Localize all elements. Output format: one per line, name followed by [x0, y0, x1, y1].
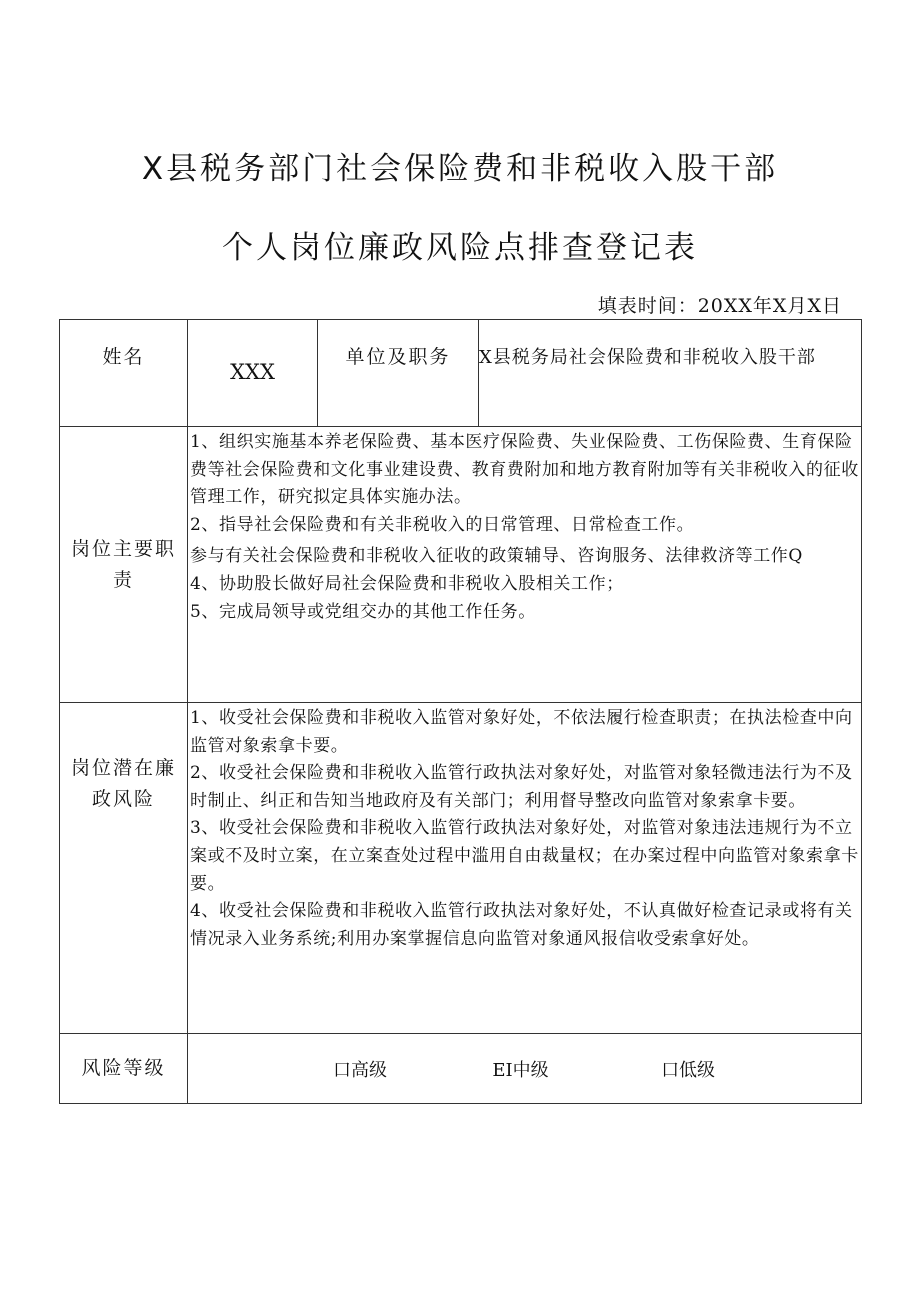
risk-item: 1、收受社会保险费和非税收入监管对象好处，不依法履行检查职责；在执法检查中向监管对象索拿卡要。 — [190, 708, 853, 756]
fill-date: 填表时间：20XX年X月X日 — [597, 295, 842, 317]
table-row — [60, 1034, 862, 1104]
registration-table — [59, 319, 862, 1104]
risk-level-low-option[interactable]: 口低级 — [661, 1059, 716, 1081]
risks-label: 岗位潜在廉政风险 — [70, 757, 176, 810]
duties-label: 岗位主要职责 — [70, 537, 176, 591]
table-row — [60, 703, 862, 1034]
document-title-line1: X县税务部门社会保险费和非税收入股干部 — [141, 151, 779, 187]
name-label: 姓名 — [102, 346, 145, 368]
document-title-line2: 个人岗位廉政风险点排查登记表 — [222, 230, 698, 266]
name-value-cell — [188, 320, 318, 427]
unit-label: 单位及职务 — [345, 346, 451, 368]
table-row — [60, 427, 862, 703]
duty-item: 1、组织实施基本养老保险费、基本医疗保险费、失业保险费、工伤保险费、生育保险费等社会保险费和文化事业建设费、教育费附加和地方教育附加等有关非税收入的征收管理工作，研究拟定具体实施办法。 — [190, 432, 859, 508]
level-label: 风险等级 — [81, 1057, 166, 1079]
duties-cell — [188, 427, 862, 703]
duty-item: 2、指导社会保险费和有关非税收入的日常管理、日常检查工作。 — [190, 514, 695, 535]
duty-item: 参与有关社会保险费和非税收入征收的政策辅导、咨询服务、法律救济等工作Q — [190, 546, 803, 567]
risk-level-mid-option[interactable]: EI中级 — [492, 1059, 549, 1081]
duty-item: 5、完成局领导或党组交办的其他工作任务。 — [190, 601, 536, 622]
risk-item: 3、收受社会保险费和非税收入监管行政执法对象好处，对监管对象违法违规行为不立案或不及时立案，在立案查处过程中滥用自由裁量权；在办案过程中向监管对象索拿卡要。 — [190, 818, 859, 894]
unit-value-cell — [479, 320, 862, 427]
table-row — [60, 320, 862, 427]
level-label-cell — [60, 1034, 188, 1104]
risks-cell — [188, 703, 862, 1034]
duties-label-cell — [60, 427, 188, 703]
duty-item: 4、协助股长做好局社会保险费和非税收入股相关工作； — [190, 573, 624, 594]
unit-value: X县税务局社会保险费和非税收入股干部 — [479, 347, 816, 368]
unit-label-cell — [318, 320, 479, 427]
name-value: XXX — [230, 360, 275, 384]
risks-label-cell — [60, 703, 188, 1034]
risk-level-high-option[interactable]: 口高级 — [333, 1059, 387, 1081]
risk-level-cell — [188, 1034, 862, 1104]
risk-item: 4、收受社会保险费和非税收入监管行政执法对象好处，不认真做好检查记录或将有关情况录入业务系统;利用办案掌握信息向监管对象通风报信收受索拿好处。 — [190, 901, 853, 949]
name-label-cell — [60, 320, 188, 427]
risk-item: 2、收受社会保险费和非税收入监管行政执法对象好处，对监管对象轻微违法行为不及时制止、纠正和告知当地政府及有关部门；利用督导整改向监管对象索拿卡要。 — [190, 763, 853, 811]
